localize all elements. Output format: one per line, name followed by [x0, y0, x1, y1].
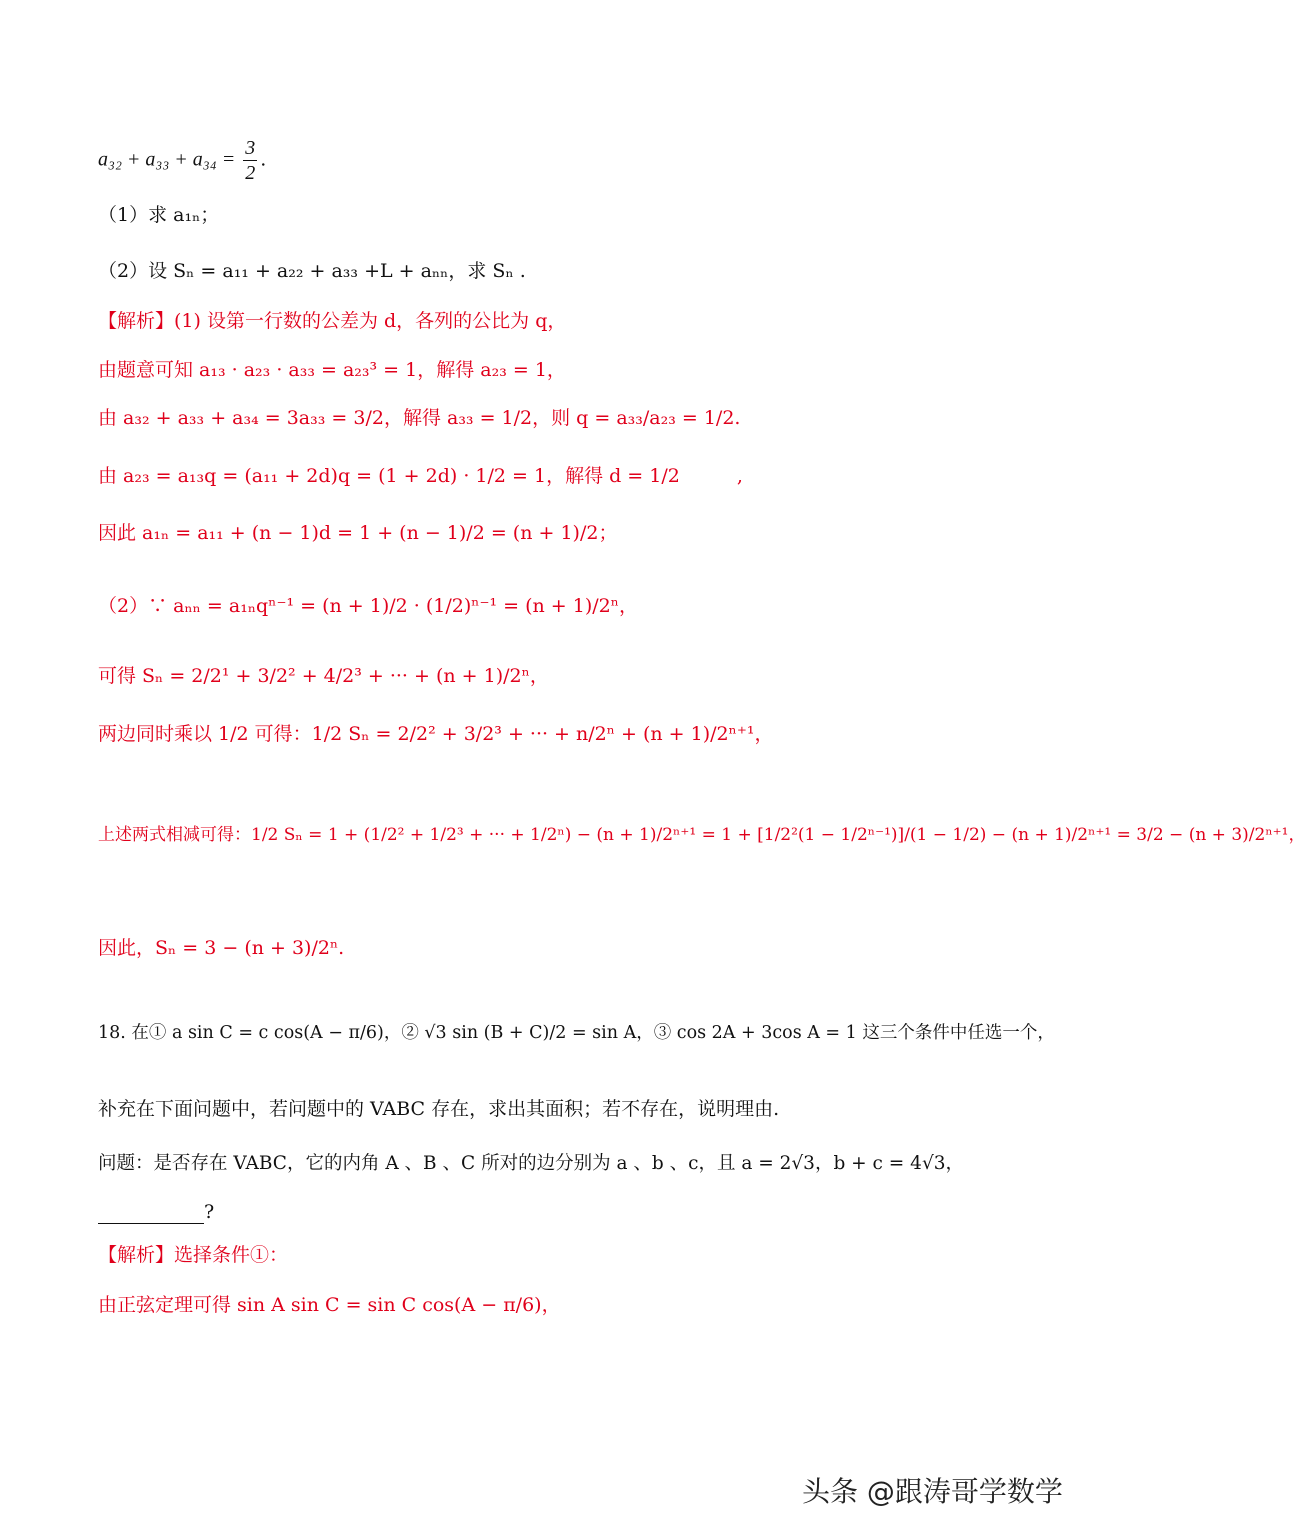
solution-part-1-intro: 【解析】(1) 设第一行数的公差为 d，各列的公比为 q，: [98, 310, 567, 332]
problem-18-blank-line: ?: [98, 1200, 214, 1224]
solution-sn-series: 可得 Sₙ = 2/2¹ + 3/2² + 4/2³ + ··· + (n + 1)/2ⁿ，: [98, 665, 549, 687]
problem-18-instruction: 补充在下面问题中，若问题中的 VABC 存在，求出其面积；若不存在，说明理由.: [98, 1098, 780, 1120]
solution-18-sine-law: 由正弦定理可得 sin A sin C = sin C cos(A − π/6)，: [98, 1294, 561, 1316]
solution-step-a23: 由题意可知 a₁₃ · a₂₃ · a₃₃ = a₂₃³ = 1，解得 a₂₃ = 1，: [98, 359, 566, 381]
solution-subtraction: 上述两式相减可得：1/2 Sₙ = 1 + (1/2² + 1/2³ + ··· + 1/2ⁿ) − (n + 1)/2ⁿ⁺¹ = 1 + [1/2²(1 − 1/2ⁿ⁻¹)]/(1 − 1/2) − (n + 1)/2ⁿ⁺¹ = 3/2 − (n + 3)/2ⁿ⁺¹，: [98, 825, 1305, 845]
question-part-2: （2）设 Sₙ = a₁₁ + a₂₂ + a₃₃ +L + aₙₙ，求 Sₙ .: [98, 260, 526, 282]
solution-part-2-ann: （2）∵ aₙₙ = a₁ₙqⁿ⁻¹ = (n + 1)/2 · (1/2)ⁿ⁻¹ = (n + 1)/2ⁿ，: [98, 595, 638, 617]
question-part-1: （1）求 a₁ₙ；: [98, 204, 220, 226]
problem-18-statement: 18. 在① a sin C = c cos(A − π/6)，② √3 sin (B + C)/2 = sin A，③ cos 2A + 3cos A = 1 这三个条件中任选一个，: [98, 1023, 1055, 1043]
solution-result-a1n: 因此 a₁ₙ = a₁₁ + (n − 1)d = 1 + (n − 1)/2 = (n + 1)/2；: [98, 522, 618, 544]
answer-blank: [98, 1205, 204, 1224]
solution-18-choice: 【解析】选择条件①：: [98, 1244, 289, 1266]
fraction-3-over-2: $\frac{3}{2}$: [245, 137, 256, 184]
problem-18-question: 问题：是否存在 VABC，它的内角 A 、B 、C 所对的边分别为 a 、b 、c，且 a = 2√3，b + c = 4√3，: [98, 1153, 965, 1174]
problem-condition-line: a₃₂ + a₃₃ + a₃₄ = $\frac{3}{2}$ .: [98, 137, 267, 184]
condition-sum-expression: a₃₂ + a₃₃ + a₃₄ =: [98, 148, 241, 171]
solution-step-q: 由 a₃₂ + a₃₃ + a₃₄ = 3a₃₃ = 3/2，解得 a₃₃ = 1/2，则 q = a₃₃/a₂₃ = 1/2.: [98, 407, 741, 429]
solution-half-sn-series: 两边同时乘以 1/2 可得：1/2 Sₙ = 2/2² + 3/2³ + ··· + n/2ⁿ + (n + 1)/2ⁿ⁺¹，: [98, 723, 774, 745]
solution-step-d: 由 a₂₃ = a₁₃q = (a₁₁ + 2d)q = (1 + 2d) · 1/2 = 1，解得 d = 1/2 ,: [98, 465, 743, 487]
watermark: 头条 @跟涛哥学数学: [802, 1475, 1063, 1508]
solution-final-sn: 因此，Sₙ = 3 − (n + 3)/2ⁿ.: [98, 937, 345, 959]
